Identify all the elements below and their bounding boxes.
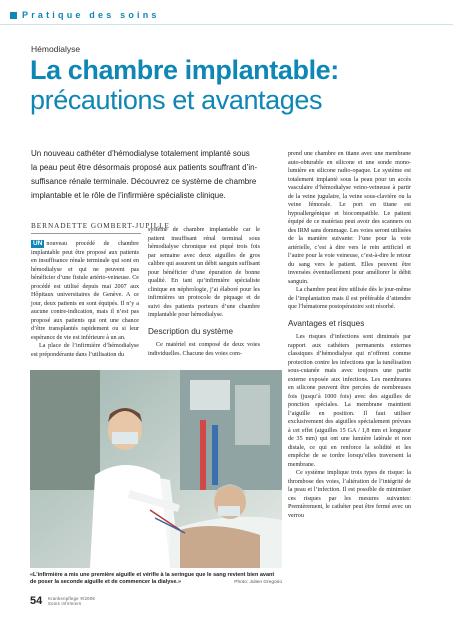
- page-number: 54: [30, 595, 43, 607]
- author-rule: [31, 233, 141, 234]
- journal-line: Krankenpflege 9/2008: [48, 596, 95, 601]
- dropcap: UN: [33, 240, 43, 247]
- photo-credit: Photo: Julien Gregorio: [234, 580, 282, 585]
- lead-line: suffisance rénale terminale. Découvrez ce système de chambre: [31, 177, 257, 186]
- column-3: [288, 150, 411, 520]
- lead-line: implantable et le rôle de l’infirmière spécialiste clinique.: [31, 191, 226, 200]
- caption-text: «L’infirmière a mis une première aiguille et vérifie à la seringue que le sang revient bien avant de poser la seconde aiguille et de commencer la dialyse.»: [30, 572, 275, 585]
- top-rule: [0, 24, 453, 25]
- col1-paragraph: La place de l’infirmière d’hémodialyse est prépondérante dans l’utilisation du: [31, 343, 139, 358]
- lead-paragraph: [31, 147, 277, 203]
- column-1: [31, 240, 139, 359]
- lead-line: la peau peut être désormais proposé aux patients souffrant d’in-: [31, 163, 258, 172]
- subheading: Avantages et risques: [288, 318, 365, 328]
- journal-line: Soins infirmiers: [48, 601, 82, 606]
- column-2: [148, 226, 260, 358]
- article-title-line1: La chambre implantable:: [30, 55, 339, 85]
- section-label: Pratique des soins: [22, 10, 160, 20]
- col3-paragraph: Les risques d’infections sont diminués par rapport aux cathéters permanents externes classiques d’hémodialyse qui n’offrent comme protection contre les infections que la tunélisation sous-cutanée mais avec toujours une partie externe exposée aux infections. Les membranes en silicone peuvent être percées de nombreuses fois (jusqu’à 1000 fois) avec des aiguilles de ponction spéciales. La membrane maintient l’aiguille en position. Il faut utiliser exclusivement des aiguilles spécialement prévues à cet effet (aiguilles 15 GA / 1,8 mm et longueur de 35 mm) qui ont une lumière latérale et non distale, ce qui en renforce la solidité et les empêche de se tordre lorsqu’elles traversent la membrane.: [288, 334, 411, 468]
- lead-line: Un nouveau cathéter d’hémodialyse totalement implanté sous: [31, 149, 250, 158]
- section-header: [10, 10, 160, 20]
- article-title-line2: précautions et avantages: [30, 85, 323, 115]
- col3-paragraph: La chambre peut être utilisée dès le jour-même de l’implantation mais il est préférable d’attendre que l’hématome postopératoire soit résorbé.: [288, 287, 411, 310]
- col2-paragraph: Ce matériel est composé de deux voies individuelles. Chacune des voies com-: [148, 342, 260, 357]
- subheading: Description du système: [148, 326, 234, 336]
- col3-paragraph: Ce système implique trois types de risque: la thrombose des voies, l’altération de l’intégrité de la peau et l’infection. Il est possible de minimiser ces risques par les mesures suivantes: Premièrement, le cathéter peut être fermé avec un verrou: [288, 470, 411, 519]
- col2-paragraph: système de chambre implantable car le patient insuffisant rénal terminal sous hémodialyse chronique est piqué trois fois par semaine avec deux aiguilles de gros calibre qui assurent un débit sanguin suffisant pour bénéficier d’une épuration de bonne qualité. En tant qu’infirmière spécialiste clinique en néphrologie, j’ai élaboré pour les infirmières un protocole de piquage et de suivi des patients porteurs d’une chambre implantable pour hémodialyse.: [148, 227, 260, 318]
- kicker: Hémodialyse: [31, 44, 81, 54]
- col1-paragraph: nouveau procédé de chambre implantable peut être proposé aux patients en insuffisance rénale terminale qui sont en hémodialyse et qui ne peuvent pas bénéficier d’une fistule artério-veineuse. Ce procédé est utilisé depuis mai 2007 aux Hôpitaux universitaires de Genève. A ce jour, deux patients en sont équipés. Il n’y a aucune contre-indication, mais il n’est pas proposé aux patients qui ont une chance d’être transplantés rapidement ou si leur espérance de vie est inférieure à un an.: [31, 241, 139, 341]
- author-byline: BERNADETTE GOMBERT-JUPILLE: [31, 222, 170, 230]
- col3-paragraph: prend une chambre en titane avec une membrane auto-obturable en silicone et une sonde mono-lumière en silicone radio-opaque. Le système est totalement implanté sous la peau pour un accès vasculaire d’hémodialyse veino-veineuse à partir de la veine jugulaire, la veine sous-clavière ou la veine fémorale. Le port en titane est hypoallergénique et biocompatible. Le patient équipé de ce matériau peut avoir des scanners ou des IRM sans dommage. Les voies seront utilisées de la manière suivante: l’une pour la voie artérielle, c’est à dire vers le rein artificiel et l’autre pour la voie veineuse, c’est-à-dire le retour du sang vers le patient. Elles peuvent être inversées éventuellement pour améliorer le débit sanguin.: [288, 151, 411, 285]
- section-square-icon: [10, 12, 17, 19]
- photo-caption: [30, 572, 282, 586]
- dialysis-photo-image: [30, 370, 282, 568]
- journal-name: [48, 596, 95, 606]
- article-photo: [30, 370, 282, 568]
